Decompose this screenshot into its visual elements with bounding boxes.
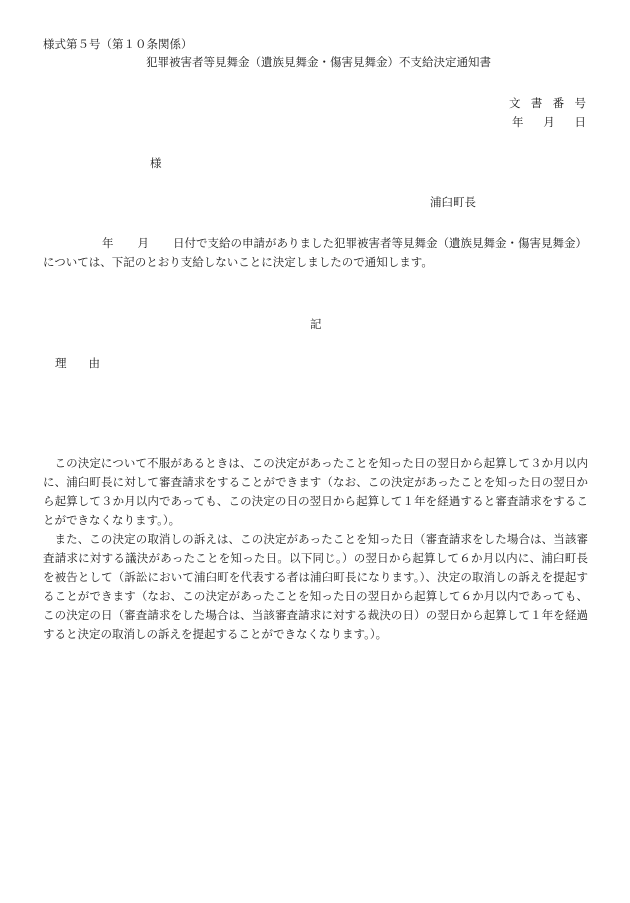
form-number: 様式第５号（第１０条関係） <box>43 37 193 51</box>
notice-continuation: については、下記のとおり支給しないことに決定しましたので通知します。 <box>43 255 433 269</box>
notice-text <box>43 234 588 272</box>
notice-day-text: 日付で支給の申請がありました犯罪被害者等見舞金（遺族見舞金・傷害見舞金） <box>173 236 587 250</box>
appeal-paragraph-lawsuit: また、この決定の取消しの訴えは、この決定があったことを知った日（審査請求をした場合は、当該審査請求に対する議決があったことを知った日。以下同じ。）の翌日から起算して６か月以内に、浦臼町長を被告として（訴訟において浦臼町を代表する者は浦臼町長になります。）、決定の取消しの訴えを提起することができます（なお、この決定があったことを知った日の翌日から起算して６か月以内であっても、この決定の日（審査請求をした場合は、当該審査請求に対する裁決の日）の翌日から起算して１年を経過すると決定の取消しの訴えを提起することができなくなります。）。 <box>43 532 588 641</box>
notice-first-line <box>43 234 588 253</box>
reason-label: 理 由 <box>55 356 101 370</box>
document-title: 犯罪被害者等見舞金（遺族見舞金・傷害見舞金）不支給決定通知書 <box>146 55 491 69</box>
appeal-paragraph-review: この決定について不服があるときは、この決定があったことを知った日の翌日から起算して３か月以内に、浦臼町長に対して審査請求をすることができます（なお、この決定があったことを知った日の翌日から起算して３か月以内であっても、この決定の日の翌日から起算して１年を経過すると審査請求をすることができなくなります。）。 <box>43 456 588 527</box>
recipient-suffix: 様 <box>150 156 162 170</box>
ki-heading: 記 <box>310 317 322 331</box>
date-line: 年 月 日 <box>511 115 586 129</box>
document-number-label: 文書番号 <box>508 96 597 110</box>
notice-year-label: 年 <box>102 236 114 250</box>
appeal-notice <box>43 454 588 644</box>
issuer-name: 浦臼町長 <box>430 195 476 209</box>
notice-month-label: 月 <box>137 236 149 250</box>
